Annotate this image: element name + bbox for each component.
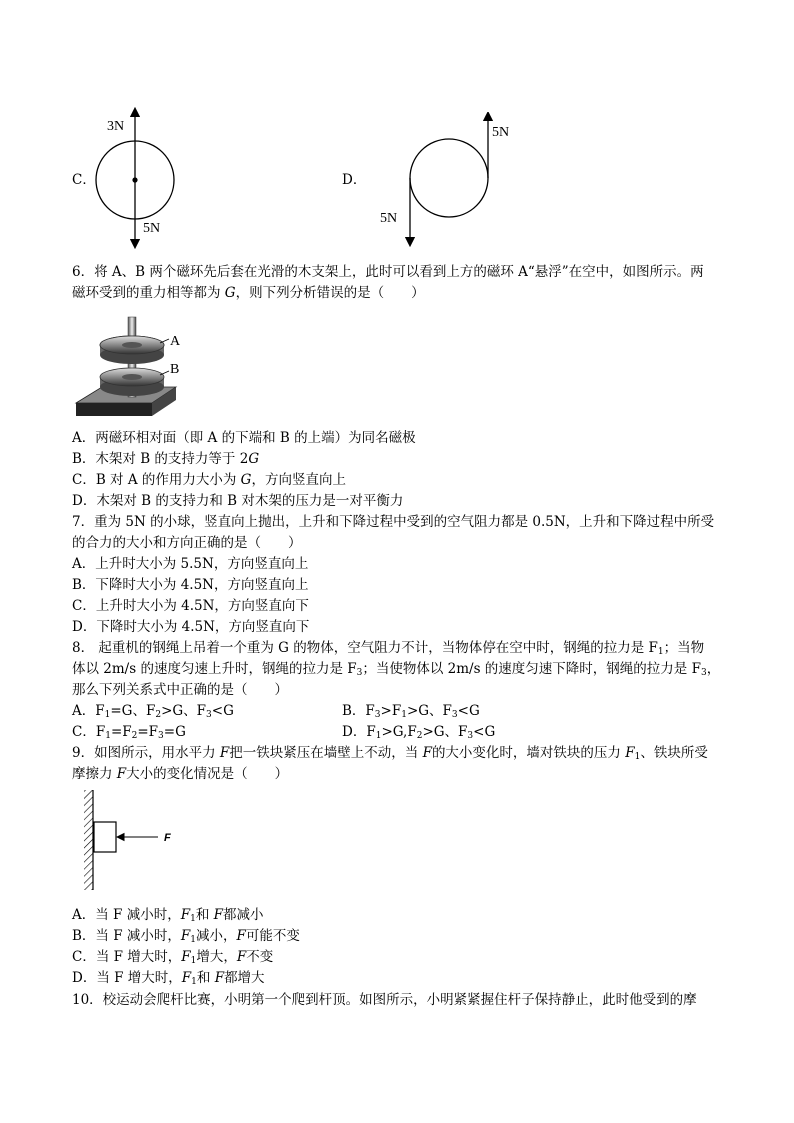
q9-wall-block-diagram <box>80 788 190 892</box>
q9-stem-text: 摩擦力 <box>72 766 117 782</box>
q6-stem-text: 磁环受到的重力相等都为 <box>72 285 225 301</box>
q6-option-c-text-end: ，方向竖直向上 <box>251 472 346 488</box>
q8-subscript: 3 <box>206 710 212 720</box>
q7-option-a[interactable]: A．上升时大小为 5.5N，方向竖直向上 <box>72 556 309 572</box>
q6-g-symbol: G <box>224 285 236 301</box>
q9-force-f-label: F <box>164 832 171 844</box>
q8-subscript: 2 <box>131 731 138 741</box>
q9-option-b-text: B．当 F 减小时， <box>72 928 181 944</box>
q6-stem-line2 <box>72 283 425 303</box>
q8-option-c-text: C．F <box>72 724 106 740</box>
q9-stem-text: 9．如图所示，用水平力 <box>72 745 220 761</box>
q6-g-symbol: G <box>248 451 260 467</box>
q9-f-symbol: F <box>236 949 247 965</box>
q6-option-b[interactable] <box>72 449 259 469</box>
q9-subscript: 1 <box>191 977 197 987</box>
q8-option-c-text: =F <box>110 724 132 740</box>
q10-stem-line1: 10．校运动会爬杆比赛，小明第一个爬到杆顶。如图所示，小明紧紧握住杆子保持静止，此时他受到的摩 <box>72 992 697 1008</box>
q9-f1-symbol: F <box>180 928 191 944</box>
q9-stem-text: 大小的变化情况是（ ） <box>126 766 289 782</box>
q9-subscript: 1 <box>190 935 196 945</box>
q9-f1-symbol: F <box>625 745 635 761</box>
q9-option-d-text: D．当 F 增大时， <box>72 970 182 986</box>
q8-stem-text-end: ；当物 <box>663 640 705 656</box>
q8-subscript: 2 <box>155 710 162 720</box>
q9-f1-symbol: F <box>180 907 191 923</box>
q8-option-a-text: >G、F <box>161 703 207 719</box>
q8-subscript: 1 <box>105 731 111 741</box>
q8-option-b-text: >F <box>380 703 402 719</box>
q8-stem-text-mid: ；当使物体以 2m/s 的速度匀速下降时，钢绳的拉力是 F <box>362 661 701 677</box>
q9-subscript: 1 <box>634 752 641 762</box>
q8-option-b-text: <G <box>457 703 480 719</box>
q9-subscript: 1 <box>190 914 196 924</box>
q8-option-a-text: A．F <box>72 703 105 719</box>
q9-f-symbol: F <box>236 928 246 944</box>
q9-option-d[interactable] <box>72 968 265 992</box>
q6-g-symbol: G <box>240 472 252 488</box>
q8-subscript: 1 <box>375 731 382 741</box>
q7-stem-line2: 的合力的大小和方向正确的是（ ） <box>72 535 302 551</box>
q6-stem-line1: 6．将 A、B 两个磁环先后套在光滑的木支架上，此时可以看到上方的磁环 A“悬浮”在空中，如图所示。两 <box>72 264 704 280</box>
q8-subscript: 3 <box>356 668 363 678</box>
q6-option-c[interactable] <box>72 470 346 490</box>
q8-stem-text: 体以 2m/s 的速度匀速上升时，钢绳的拉力是 F <box>72 661 357 677</box>
q8-option-a-text: =G、F <box>110 703 156 719</box>
q9-option-b-text: 可能不变 <box>245 928 300 944</box>
q9-stem-line2 <box>72 764 288 784</box>
q9-option-d-text: 都增大 <box>224 970 265 986</box>
q8-subscript: 3 <box>451 710 458 720</box>
q5-d-up-force-label: 5N <box>492 125 510 140</box>
q9-f-symbol: F <box>116 766 127 782</box>
q5-d-down-force-label: 5N <box>380 211 398 226</box>
q6-stem-text-end: ，则下列分析错误的是（ ） <box>235 285 425 301</box>
q6-ring-b-label: B <box>170 362 180 377</box>
q9-option-b-text: 减小， <box>195 928 237 944</box>
q9-f-symbol: F <box>213 907 223 923</box>
q8-subscript: 1 <box>104 710 111 720</box>
q6-option-b-text: B．木架对 B 的支持力等于 2 <box>72 451 249 467</box>
q8-subscript: 3 <box>700 668 707 678</box>
q8-option-b-text: >G、F <box>406 703 452 719</box>
q9-stem-text: 把一铁块紧压在墙壁上不动，当 <box>229 745 423 761</box>
q8-subscript: 1 <box>657 647 664 657</box>
q8-subscript: 3 <box>158 731 164 741</box>
q9-option-a-text: A．当 F 减小时， <box>72 907 181 923</box>
q8-option-b-text: B．F <box>342 703 375 719</box>
q5-c-down-force-label: 5N <box>143 221 161 236</box>
q8-stem-text: 8． 起重机的钢绳上吊着一个重为 G 的物体，空气阻力不计，当物体停在空中时，钢绳的拉力是 F <box>72 640 658 656</box>
q9-option-c-text: 增大， <box>196 949 237 965</box>
q8-subscript: 3 <box>467 731 474 741</box>
q9-option-a-text: 和 <box>195 907 214 923</box>
q6-magnet-ring-diagram <box>72 315 192 420</box>
q9-f-symbol: F <box>422 745 432 761</box>
q9-stem-text: 的大小变化时，墙对铁块的压力 <box>431 745 626 761</box>
q9-option-a-text: 都减小 <box>222 907 264 923</box>
q9-f1-symbol: F <box>181 949 191 965</box>
q6-option-d[interactable]: D．木架对 B 的支持力和 B 对木架的压力是一对平衡力 <box>72 493 404 509</box>
q8-stem-line3: 那么下列关系式中正确的是（ ） <box>72 682 288 698</box>
q9-stem-text: 、铁块所受 <box>640 745 708 761</box>
q9-option-c-text: 不变 <box>246 949 274 965</box>
q8-option-c-text: =G <box>163 724 186 740</box>
q9-option-d-text: 和 <box>196 970 215 986</box>
q5-option-d-diagram <box>372 112 522 252</box>
q7-stem-line1: 7．重为 5N 的小球，竖直向上抛出，上升和下降过程中受到的空气阻力都是 0.5N，上升和下降过程中所受 <box>72 514 715 530</box>
q8-option-c-text: =F <box>137 724 159 740</box>
q8-option-d-text: >G,F <box>381 724 417 740</box>
q5-option-d-label: D． <box>342 172 367 188</box>
q9-f1-symbol: F <box>181 970 192 986</box>
q7-option-b[interactable]: B．下降时大小为 4.5N，方向竖直向上 <box>72 577 309 593</box>
q8-subscript: 2 <box>416 731 423 741</box>
q8-option-d-text: >G、F <box>422 724 468 740</box>
q7-option-c[interactable]: C．上升时大小为 4.5N，方向竖直向下 <box>72 598 309 614</box>
q5-c-up-force-label: 3N <box>107 119 125 134</box>
q6-option-c-text: C．B 对 A 的作用力大小为 <box>72 472 241 488</box>
q8-option-d-text: <G <box>473 724 496 740</box>
q9-subscript: 1 <box>190 956 197 966</box>
q8-option-d-text: D．F <box>342 724 376 740</box>
q9-option-c-text: C．当 F 增大时， <box>72 949 182 965</box>
q8-subscript: 1 <box>401 710 407 720</box>
q9-f-symbol: F <box>214 970 225 986</box>
q9-f-symbol: F <box>219 745 230 761</box>
q8-option-a-text: <G <box>211 703 234 719</box>
q5-option-c-diagram <box>90 105 200 250</box>
q8-subscript: 3 <box>374 710 381 720</box>
q8-stem-text-end: ， <box>706 661 721 677</box>
q6-option-a[interactable]: A．两磁环相对面（即 A 的下端和 B 的上端）为同名磁极 <box>72 430 416 446</box>
q6-ring-a-label: A <box>170 334 181 349</box>
q5-option-c-label: C． <box>72 172 96 188</box>
q7-option-d[interactable]: D．下降时大小为 4.5N，方向竖直向下 <box>72 619 310 635</box>
